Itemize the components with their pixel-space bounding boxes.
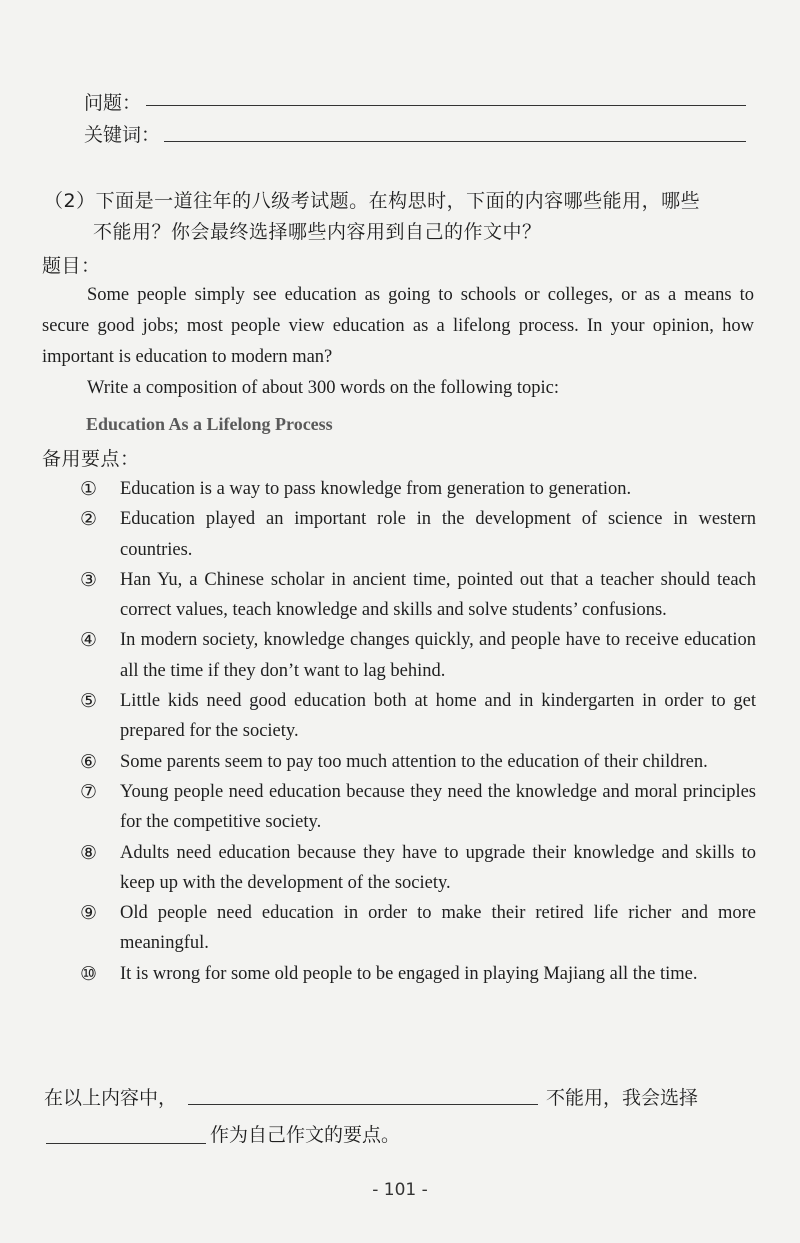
point-text: Adults need education because they have to upgrade their knowledge and skills to keep up with the development of the society. — [120, 842, 756, 893]
list-item — [80, 474, 756, 504]
list-item — [80, 686, 756, 747]
list-item — [80, 959, 756, 989]
point-number: ⑨ — [80, 902, 98, 925]
point-text: Little kids need good education both at home and in kindergarten in order to get prepared for the society. — [120, 691, 756, 742]
list-item — [80, 838, 756, 899]
conclusion-prefix: 在以上内容中， — [44, 1087, 178, 1109]
topic-title: Education As a Lifelong Process — [86, 414, 333, 434]
task-instruction-line-2: 不能用？你会最终选择哪些内容用到自己的作文中？ — [93, 221, 542, 243]
unusable-points-blank[interactable] — [188, 1103, 538, 1105]
essay-prompt — [42, 280, 754, 404]
point-text: Some parents seem to pay too much attention to the education of their children. — [120, 751, 708, 772]
keywords-answer-line[interactable] — [164, 140, 746, 142]
page-number: - 101 - — [372, 1180, 428, 1200]
point-number: ⑧ — [80, 841, 98, 864]
point-number: ④ — [80, 629, 98, 652]
point-text: It is wrong for some old people to be engaged in playing Majiang all the time. — [120, 963, 698, 984]
list-item — [80, 504, 756, 565]
title-label: 题目： — [42, 255, 101, 277]
point-number: ① — [80, 478, 98, 500]
point-text: Young people need education because they need the knowledge and moral principles for the competitive society. — [120, 781, 756, 833]
point-number: ⑦ — [80, 780, 98, 803]
point-text: In modern society, knowledge changes quickly, and people have to receive education all the time if they don’t want to lag behind. — [120, 630, 756, 681]
point-number: ③ — [80, 568, 98, 591]
keywords-label: 关键词： — [84, 124, 161, 146]
chosen-points-blank[interactable] — [46, 1142, 206, 1144]
list-item — [80, 898, 756, 959]
points-label: 备用要点： — [42, 448, 140, 470]
point-text: Education is a way to pass knowledge from generation to generation. — [120, 479, 632, 499]
prompt-paragraph-2: Write a composition of about 300 words on the following topic: — [87, 378, 559, 398]
prompt-paragraph-1: Some people simply see education as going to schools or colleges, or as a means to secure good jobs; most people view education as a lifelong process. In your opinion, how important is education to modern man? — [42, 285, 754, 367]
point-text: Han Yu, a Chinese scholar in ancient time, pointed out that a teacher should teach correct values, teach knowledge and skills and solve students’ confusions. — [120, 569, 756, 621]
task-instruction-line-1: （2）下面是一道往年的八级考试题。在构思时，下面的内容哪些能用，哪些 — [44, 190, 701, 212]
point-text: Education played an important role in the development of science in western countries. — [120, 509, 756, 560]
point-number: ② — [80, 508, 98, 531]
question-label: 问题： — [84, 92, 142, 114]
question-answer-line[interactable] — [146, 104, 746, 106]
list-item — [80, 565, 756, 626]
points-list — [80, 474, 756, 989]
conclusion-suffix: 作为自己作文的要点。 — [210, 1124, 401, 1146]
point-number: ⑥ — [80, 750, 98, 773]
conclusion-middle: 不能用，我会选择 — [546, 1087, 699, 1109]
list-item — [80, 777, 756, 838]
point-number: ⑤ — [80, 690, 98, 713]
list-item — [80, 747, 756, 777]
point-number: ⑩ — [80, 962, 98, 985]
point-text: Old people need education in order to make their retired life richer and more meaningful. — [120, 903, 756, 954]
list-item — [80, 625, 756, 686]
